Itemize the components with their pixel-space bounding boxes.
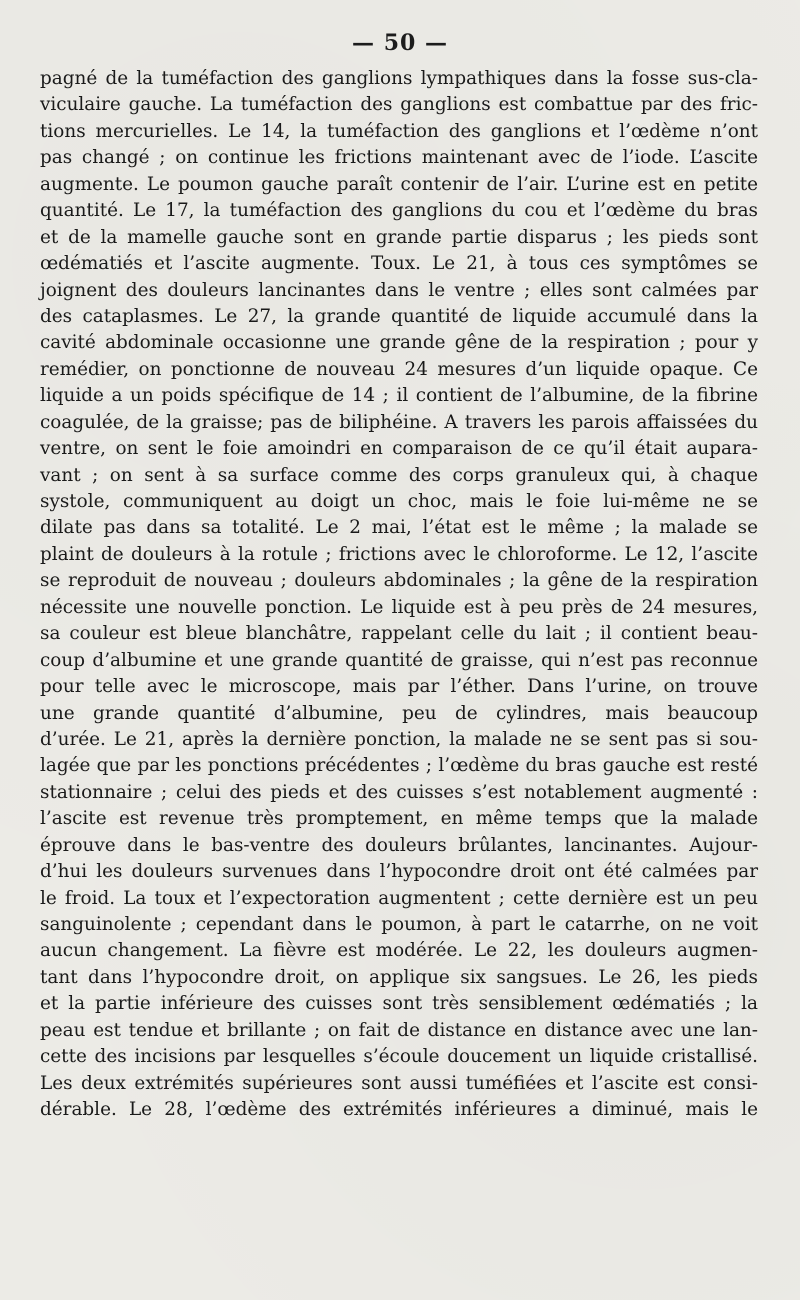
text-line: pas changé ; on continue les frictions maintenant avec de l’iode. L’ascite <box>40 147 758 169</box>
page-number: — 50 — <box>352 30 448 56</box>
text-line: et la partie inférieure des cuisses sont très sensiblement œdématiés ; la <box>40 993 758 1015</box>
text-line: des cataplasmes. Le 27, la grande quantité de liquide accumulé dans la <box>40 305 758 327</box>
text-line: viculaire gauche. La tuméfaction des ganglions est combattue par des fric- <box>40 94 758 116</box>
text-line: éprouve dans le bas-ventre des douleurs brûlantes, lancinantes. Aujour- <box>40 834 758 856</box>
text-line: une grande quantité d’albumine, peu de cylindres, mais beaucoup <box>40 702 758 724</box>
text-line: tions mercurielles. Le 14, la tuméfaction des ganglions et l’œdème n’ont <box>40 120 758 142</box>
text-line: pour telle avec le microscope, mais par l’éther. Dans l’urine, on trouve <box>40 676 758 698</box>
text-line: vant ; on sent à sa surface comme des corps granuleux qui, à chaque <box>40 464 758 486</box>
text-line: d’hui les douleurs survenues dans l’hypocondre droit ont été calmées par <box>40 861 758 883</box>
text-line: systole, communiquent au doigt un choc, mais le foie lui-même ne se <box>40 491 758 512</box>
text-line: sanguinolente ; cependant dans le poumon, à part le catarrhe, on ne voit <box>40 914 758 935</box>
text-line: d’urée. Le 21, après la dernière ponction, la malade ne se sent pas si sou- <box>40 728 758 750</box>
text-line: nécessite une nouvelle ponction. Le liquide est à peu près de 24 mesures, <box>40 596 758 618</box>
text-line: lagée que par les ponctions précédentes ; l’œdème du bras gauche est resté <box>40 755 758 777</box>
text-line: le froid. La toux et l’expectoration augmentent ; cette dernière est un peu <box>40 887 758 909</box>
text-line: sa couleur est bleue blanchâtre, rappelant celle du lait ; il contient beau- <box>40 623 758 645</box>
body-text <box>40 66 758 1124</box>
text-line: tant dans l’hypocondre droit, on applique six sangsues. Le 26, les pieds <box>40 966 758 988</box>
text-line: quantité. Le 17, la tuméfaction des ganglions du cou et l’œdème du bras <box>40 200 758 222</box>
text-line: œdématiés et l’ascite augmente. Toux. Le 21, à tous ces symptômes se <box>40 253 758 275</box>
text-line: peau est tendue et brillante ; on fait de distance en distance avec une lan- <box>40 1019 758 1041</box>
text-line: dérable. Le 28, l’œdème des extrémités inférieures a diminué, mais le <box>40 1099 758 1121</box>
text-line: plaint de douleurs à la rotule ; frictions avec le chloroforme. Le 12, l’ascite <box>40 543 758 565</box>
text-line: l’ascite est revenue très promptement, en même temps que la malade <box>40 808 758 830</box>
text-line: joignent des douleurs lancinantes dans le ventre ; elles sont calmées par <box>40 279 758 301</box>
text-line: liquide a un poids spécifique de 14 ; il contient de l’albumine, de la fibrine <box>40 385 758 407</box>
text-line: stationnaire ; celui des pieds et des cuisses s’est notablement augmenté : <box>40 781 758 803</box>
text-line: coup d’albumine et une grande quantité de graisse, qui n’est pas reconnue <box>40 649 758 671</box>
text-line: augmente. Le poumon gauche paraît contenir de l’air. L’urine est en petite <box>40 173 758 195</box>
text-line: Les deux extrémités supérieures sont aussi tuméfiées et l’ascite est consi- <box>40 1072 758 1094</box>
text-line: se reproduit de nouveau ; douleurs abdominales ; la gêne de la respiration <box>40 570 758 592</box>
text-line: remédier, on ponctionne de nouveau 24 mesures d’un liquide opaque. Ce <box>40 358 758 380</box>
text-line: pagné de la tuméfaction des ganglions lympathiques dans la fosse sus-cla- <box>40 68 758 89</box>
text-line: dilate pas dans sa totalité. Le 2 mai, l’état est le même ; la malade se <box>40 517 758 539</box>
text-line: ventre, on sent le foie amoindri en comparaison de ce qu’il était aupara- <box>40 438 758 460</box>
text-line: et de la mamelle gauche sont en grande partie disparus ; les pieds sont <box>40 226 758 248</box>
text-line: cette des incisions par lesquelles s’écoule doucement un liquide cristallisé. <box>40 1046 758 1068</box>
text-line: cavité abdominale occasionne une grande gêne de la respiration ; pour y <box>40 332 758 354</box>
text-line: coagulée, de la graisse; pas de biliphéine. A travers les parois affaissées du <box>40 411 758 433</box>
text-line: aucun changement. La fièvre est modérée. Le 22, les douleurs augmen- <box>40 940 758 962</box>
